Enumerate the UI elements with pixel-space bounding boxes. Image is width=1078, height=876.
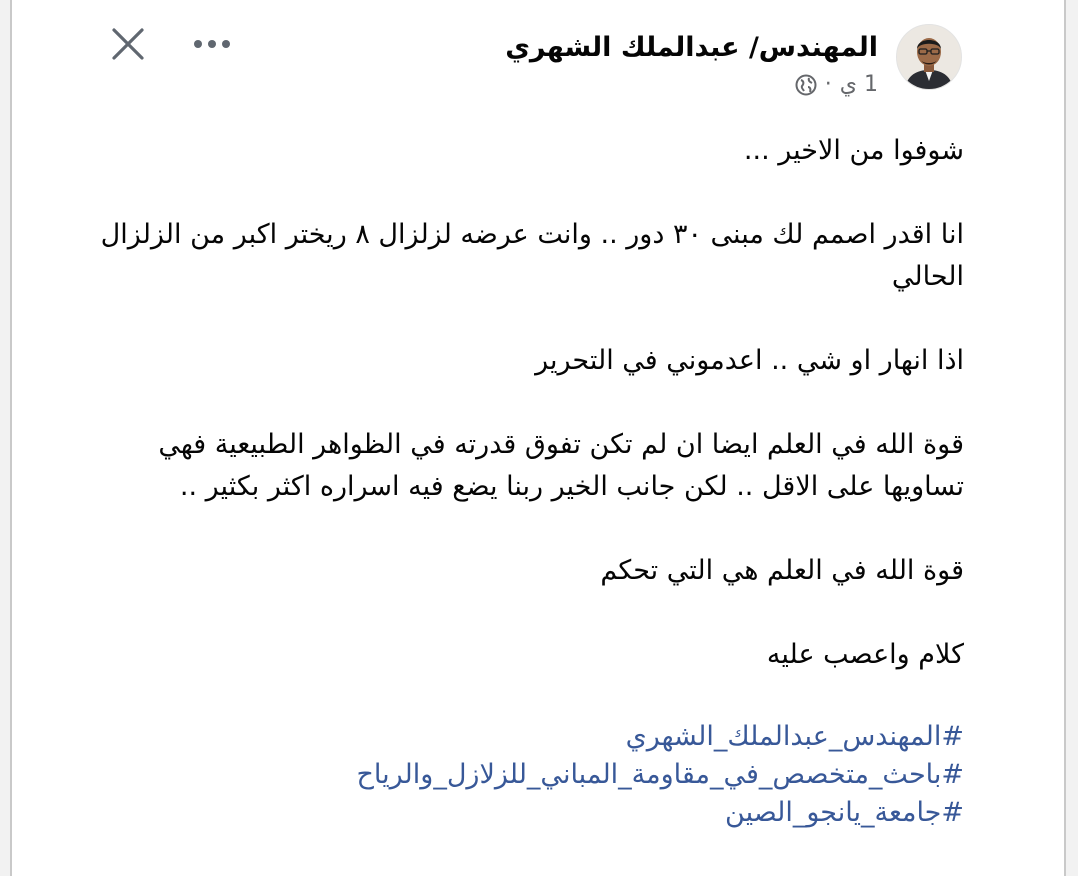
post-time[interactable]: 1 ي	[839, 72, 878, 97]
more-options-button[interactable]	[190, 22, 234, 66]
post-paragraph-3: اذا انهار او شي .. اعدموني في التحرير	[535, 345, 964, 376]
post-paragraph-1: شوفوا من الاخير ...	[743, 135, 964, 166]
right-window-edge	[1064, 0, 1078, 876]
meta-separator: ·	[824, 72, 832, 97]
author-name[interactable]: المهندس/ عبدالملك الشهري	[505, 32, 878, 63]
avatar[interactable]	[896, 24, 962, 90]
hashtag-link[interactable]: #المهندس_عبدالملك_الشهري	[625, 721, 964, 752]
post-author-block	[505, 30, 878, 100]
post-paragraph-6: كلام واعصب عليه	[766, 639, 964, 670]
left-window-edge	[0, 0, 12, 876]
post-meta	[505, 70, 878, 100]
more-options-icon	[192, 38, 232, 50]
post-paragraph-5: قوة الله في العلم هي التي تحكم	[600, 555, 964, 586]
hashtag-link[interactable]: #باحث_متخصص_في_مقاومة_المباني_للزلازل_والرياح	[356, 759, 964, 790]
close-button[interactable]	[106, 22, 150, 66]
globe-icon[interactable]	[795, 74, 817, 96]
hashtag-list	[94, 718, 964, 832]
post-paragraph-2: انا اقدر اصمم لك مبنى ٣٠ دور .. وانت عرضه لزلزال ٨ ريختر اكبر من الزلزال الحالي	[100, 219, 964, 292]
close-icon	[111, 27, 145, 61]
post-paragraph-4: قوة الله في العلم ايضا ان لم تكن تفوق قدرته في الظواهر الطبيعية فهي تساويها على الاقل .. لكن جانب الخير ربنا يضع فيه اسراره اكثر بكثير ..	[158, 429, 964, 502]
post-body	[94, 130, 964, 832]
post-header-actions	[106, 22, 234, 66]
post-card	[14, 0, 1064, 876]
hashtag-link[interactable]: #جامعة_يانجو_الصين	[725, 797, 964, 828]
avatar-image	[897, 25, 961, 89]
